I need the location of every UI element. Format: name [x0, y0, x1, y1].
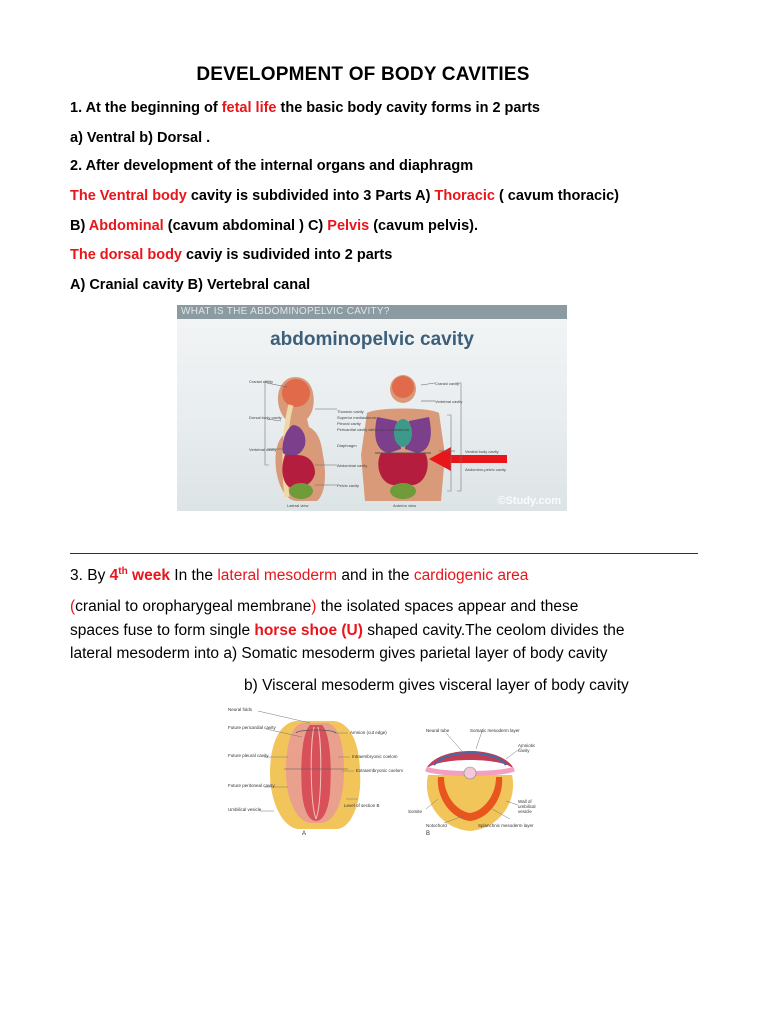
point-3-cont-2: spaces fuse to form single horse shoe (U) shaped cavity.The ceolom divides the — [70, 622, 625, 639]
label-thoracic: Thoracic cavity — [337, 409, 364, 414]
caption-lateral: Lateral view — [287, 503, 309, 508]
label-mediastinum: Superior mediastinum — [337, 415, 376, 420]
label-abdominal: Abdominal cavity — [337, 463, 368, 468]
label-vertebral-left: Vertebral cavity — [249, 447, 277, 452]
label-umbilical-vesicle: Umbilical vesicle — [228, 807, 262, 812]
label-level-section: Level of section B — [344, 803, 380, 808]
figure-watermark: ©Study.com — [497, 495, 561, 507]
label-pericardial: Pericardial cavity within the mediastinum — [337, 427, 410, 432]
label-cranial-right: Cranial cavity — [435, 381, 460, 386]
figure-heading: abdominopelvic cavity — [270, 329, 474, 350]
caption-anterior: Anterior view — [393, 503, 417, 508]
label-intraembryonic: Intraembryonic coelom — [352, 754, 398, 759]
label-somite: Somite — [408, 809, 423, 814]
point-2: 2. After development of the internal organs and diaphragm — [70, 158, 474, 174]
section-divider — [70, 553, 698, 554]
label-amniotic-cavity: Amniotic cavity — [518, 743, 536, 753]
point-3-cont-3: lateral mesoderm into a) Somatic mesoderm gives parietal layer of body cavity — [70, 645, 608, 662]
ventral-subdivision: The Ventral body cavity is subdivided into 3 Parts A) Thoracic ( cavum thoracic) — [70, 188, 620, 204]
panel-a-label: A — [302, 831, 307, 837]
label-neural-tube: Neural tube — [426, 728, 450, 733]
page-title: DEVELOPMENT OF BODY CAVITIES — [196, 64, 530, 85]
body-cavity-illustration — [177, 305, 567, 511]
lateral-body — [275, 377, 325, 501]
ventral-subdivision-cont: B) Abdominal (cavum abdominal ) C) Pelvis (cavum pelvis). — [70, 218, 478, 234]
dorsal-subdivision: The dorsal body caviy is sudivided into 2 parts — [70, 247, 393, 263]
coelom-figure — [226, 703, 546, 845]
point-3: 3. By 4th week In the lateral mesoderm and in the cardiogenic area — [70, 566, 529, 585]
anterior-body — [361, 375, 445, 501]
label-cranial-left: Cranial cavity — [249, 379, 274, 384]
label-vertebral-right: Vertebral cavity — [435, 399, 463, 404]
label-splanchnic-layer: Splanchnic mesoderm layer — [478, 823, 534, 828]
panel-b-label: B — [426, 831, 431, 837]
label-pleural: Pleural cavity — [337, 421, 361, 426]
point-1-parts: a) Ventral b) Dorsal . — [70, 130, 211, 146]
point-1: 1. At the beginning of fetal life the basic body cavity forms in 2 parts — [70, 100, 540, 116]
label-pericardial-cavity: Future pericardial cavity — [228, 725, 276, 730]
label-extraembryonic: Extraembryonic coelom — [356, 768, 404, 773]
label-pelvic: Pelvic cavity — [337, 483, 360, 488]
figure-banner-text: WHAT IS THE ABDOMINOPELVIC CAVITY? — [181, 306, 390, 317]
label-pleural-cavity: Future pleural cavity — [228, 753, 269, 758]
embryo-panel-a — [270, 721, 360, 829]
label-abdominopelvic: Abdomino-pelvic cavity — [465, 467, 506, 472]
label-peritoneal-cavity: Future peritoneal cavity — [228, 783, 275, 788]
label-amnion: Amnion (cut edge) — [350, 730, 387, 735]
label-diaphragm: Diaphragm — [337, 443, 357, 448]
label-ventral: Ventral body cavity — [465, 449, 499, 454]
point-3-cont-4: b) Visceral mesoderm gives visceral layer of body cavity — [244, 677, 629, 694]
abdominopelvic-figure — [177, 305, 567, 511]
label-dorsal: Dorsal body cavity — [249, 415, 282, 420]
label-somatic-layer: Somatic mesoderm layer — [470, 728, 520, 733]
point-3-cont-1: (cranial to oropharygeal membrane) the isolated spaces appear and these — [70, 598, 579, 615]
label-notochord: Notochord — [426, 823, 447, 828]
label-neural-folds: Neural folds — [228, 707, 253, 712]
dorsal-parts: A) Cranial cavity B) Vertebral canal — [70, 277, 311, 293]
embryo-panel-b — [426, 751, 514, 831]
label-umbilical-wall: Wall of umbilical vesicle — [518, 799, 536, 814]
